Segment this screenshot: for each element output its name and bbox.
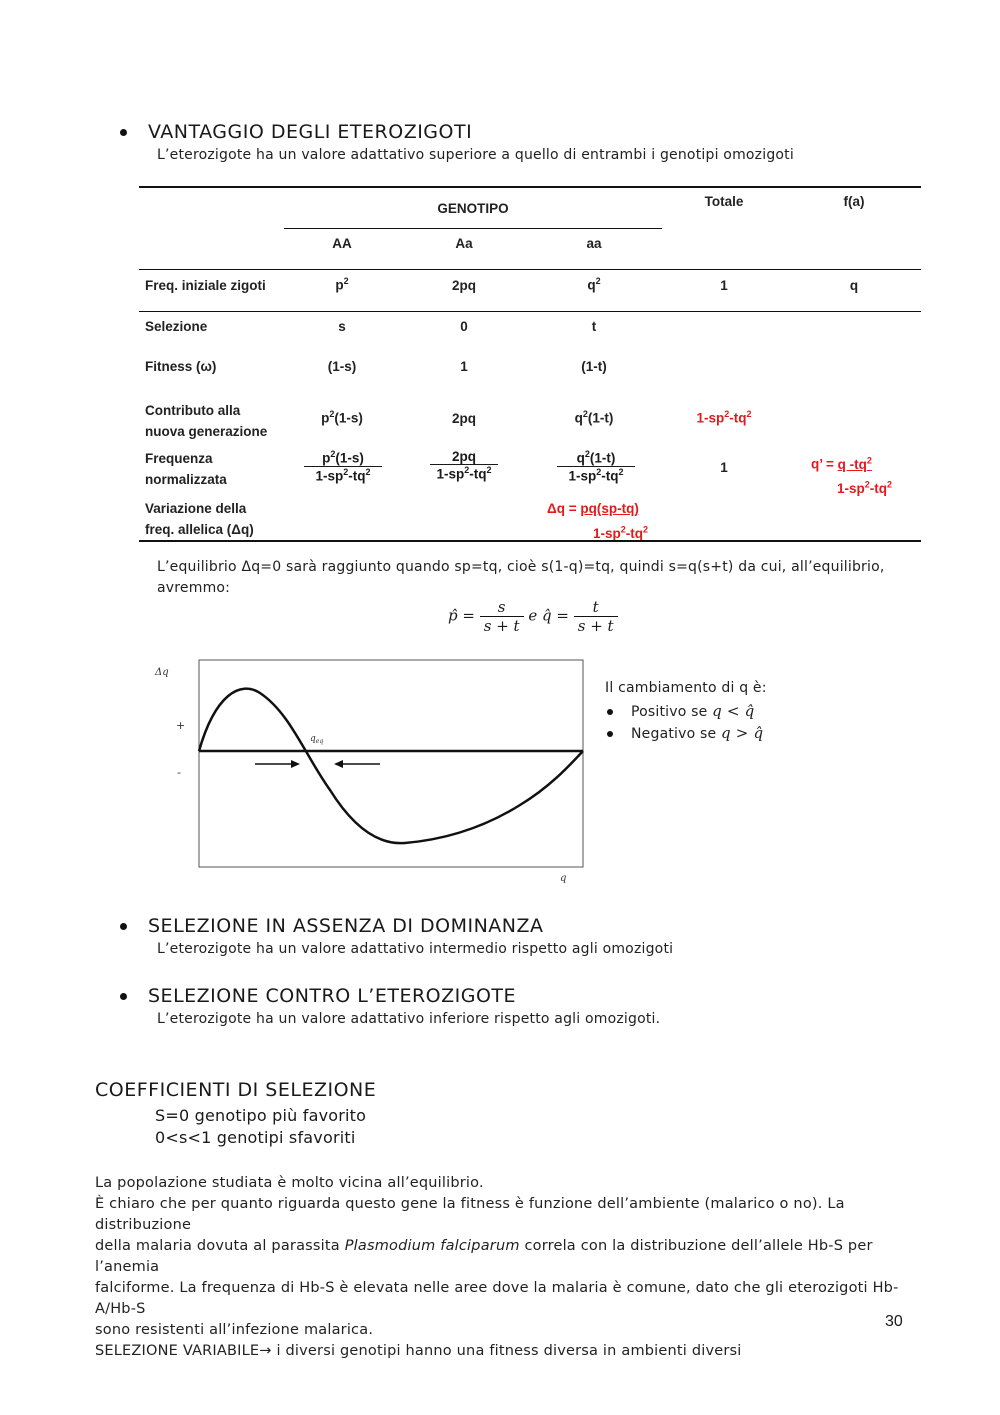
section-subtitle: L’eterozigote ha un valore adattativo superiore a quello di entrambi i genotipi omozigoti [157,147,794,163]
delta-q-graph [140,655,600,887]
norm-Aa: $\frac{2pq}{1-sp^2-tq^2}$ [430,449,498,482]
graph-minus: - [177,766,181,779]
table-rule-top [139,186,921,188]
row-label-variazione: Variazione della freq. allelica (Δq) [145,501,254,537]
bullet [120,129,127,136]
equilibrium-text: L’equilibrio Δq=0 sarà raggiunto quando sp=tq, cioè s(1-q)=tq, quindi s=q(s+t) da cui, all’equilibrio, [157,559,885,575]
q-hat-fraction: $\frac{t}{s + t}$ [574,598,618,635]
p-hat-fraction: $\frac{s}{s + t}$ [480,598,524,635]
row-label-contributo: Contributo alla nuova generazione [145,403,268,439]
graph-eq-label: $q_{eq}$ [310,734,324,745]
bullet [607,731,613,737]
sel-aa: t [591,319,597,334]
fit-AA: (1-s) [327,359,357,374]
freq-Aa: 2pq [451,278,476,293]
bullet [120,923,127,930]
change-item-positive: Positivo se q < q̂ [631,702,755,720]
freq-aa: $q^2$ [587,276,601,293]
arrow-right-head [291,760,300,768]
table-rule-genotipo [284,228,662,229]
section-title-no-dominance: SELEZIONE IN ASSENZA DI DOMINANZA [148,915,544,937]
contr-AA: $p^2(1-s)$ [321,409,363,426]
row-label-freq: Freq. iniziale zigoti [145,278,266,293]
section-subtitle: L’eterozigote ha un valore adattativo intermedio rispetto agli omozigoti [157,941,674,957]
paragraph: La popolazione studiata è molto vicina all’equilibrio. È chiaro che per quanto riguarda questo gene la fitness è funzione dell’ambiente (malarico o no). La distribuzione della malaria dovuta al parassita Plasmodium falciparum correla con la distribuzione dell’allele Hb-S per l’anemia falciforme. La frequenza di Hb-S è elevata nelle aree dove la malaria è comune, dato che gli eterozigoti Hb-A/Hb-S sono resistenti all’infezione malarica. SELEZIONE VARIABILE→ i diversi genotipi hanno una fitness diversa in ambienti diversi [95,1175,899,1359]
sel-Aa: 0 [460,319,468,334]
header-fa: f(a) [843,194,865,209]
fit-aa: (1-t) [581,359,607,374]
row-label-fitness: Fitness (ω) [145,359,217,374]
q-hat-label: e q̂ = [528,606,569,625]
bullet [607,709,613,715]
coefficients-line-2: 0<s<1 genotipi sfavoriti [155,1128,356,1147]
row-label-selezione: Selezione [145,319,208,334]
norm-AA: $\frac{p^2(1-s)}{1-sp^2-tq^2}$ [304,449,382,483]
page-number: 30 [885,1313,903,1330]
section-title-heterozygote-advantage: VANTAGGIO DEGLI ETEROZIGOTI [148,121,473,143]
freq-tot: 1 [720,278,728,293]
header-Aa: Aa [455,236,473,251]
header-aa: aa [586,236,602,251]
graph-curve [199,689,583,844]
graph-x-label: q [560,873,567,884]
contr-Aa: 2pq [451,411,476,426]
graph-plus: + [176,719,186,732]
section-title-against-heterozygote: SELEZIONE CONTRO L’ETEROZIGOTE [148,985,517,1007]
header-AA: AA [332,236,352,251]
graph-y-label: Δq [155,667,169,678]
fit-Aa: 1 [460,359,468,374]
contr-aa: $q^2(1-t)$ [574,409,614,426]
row-label-normalizzata: Frequenza normalizzata [145,451,227,487]
change-title: Il cambiamento di q è: [605,680,767,696]
equilibrium-text-2: avremmo: [157,580,231,596]
table-rule-freq [139,311,921,312]
norm-tot: 1 [720,460,728,475]
table-rule-bottom [139,540,921,542]
table-rule-header [139,269,921,270]
genotype-table [139,186,921,542]
bullet [120,993,127,1000]
sel-AA: s [338,319,346,334]
coefficients-title: COEFFICIENTI DI SELEZIONE [95,1079,377,1101]
coefficients-line-1: S=0 genotipo più favorito [155,1106,367,1125]
section-subtitle: L’eterozigote ha un valore adattativo inferiore rispetto agli omozigoti. [157,1011,661,1027]
change-item-negative: Negativo se q > q̂ [631,724,764,742]
norm-aa: $\frac{q^2(1-t)}{1-sp^2-tq^2}$ [557,449,635,483]
equilibrium-formula [448,598,618,635]
p-hat-label: p̂ = [448,606,475,625]
norm-fa: q’ = q $-tq^2$ $1-sp^2-tq^2$ [811,455,893,496]
freq-fa: q [849,278,859,293]
delta-q-formula: Δq = pq(sp-tq) $1-sp^2-tq^2$ [547,501,649,541]
header-genotipo: GENOTIPO [437,201,509,216]
header-totale: Totale [704,194,744,209]
contr-tot: $1-sp^2-tq^2$ [696,409,752,426]
freq-AA: $p^2$ [335,276,349,293]
arrow-left-head [334,760,343,768]
